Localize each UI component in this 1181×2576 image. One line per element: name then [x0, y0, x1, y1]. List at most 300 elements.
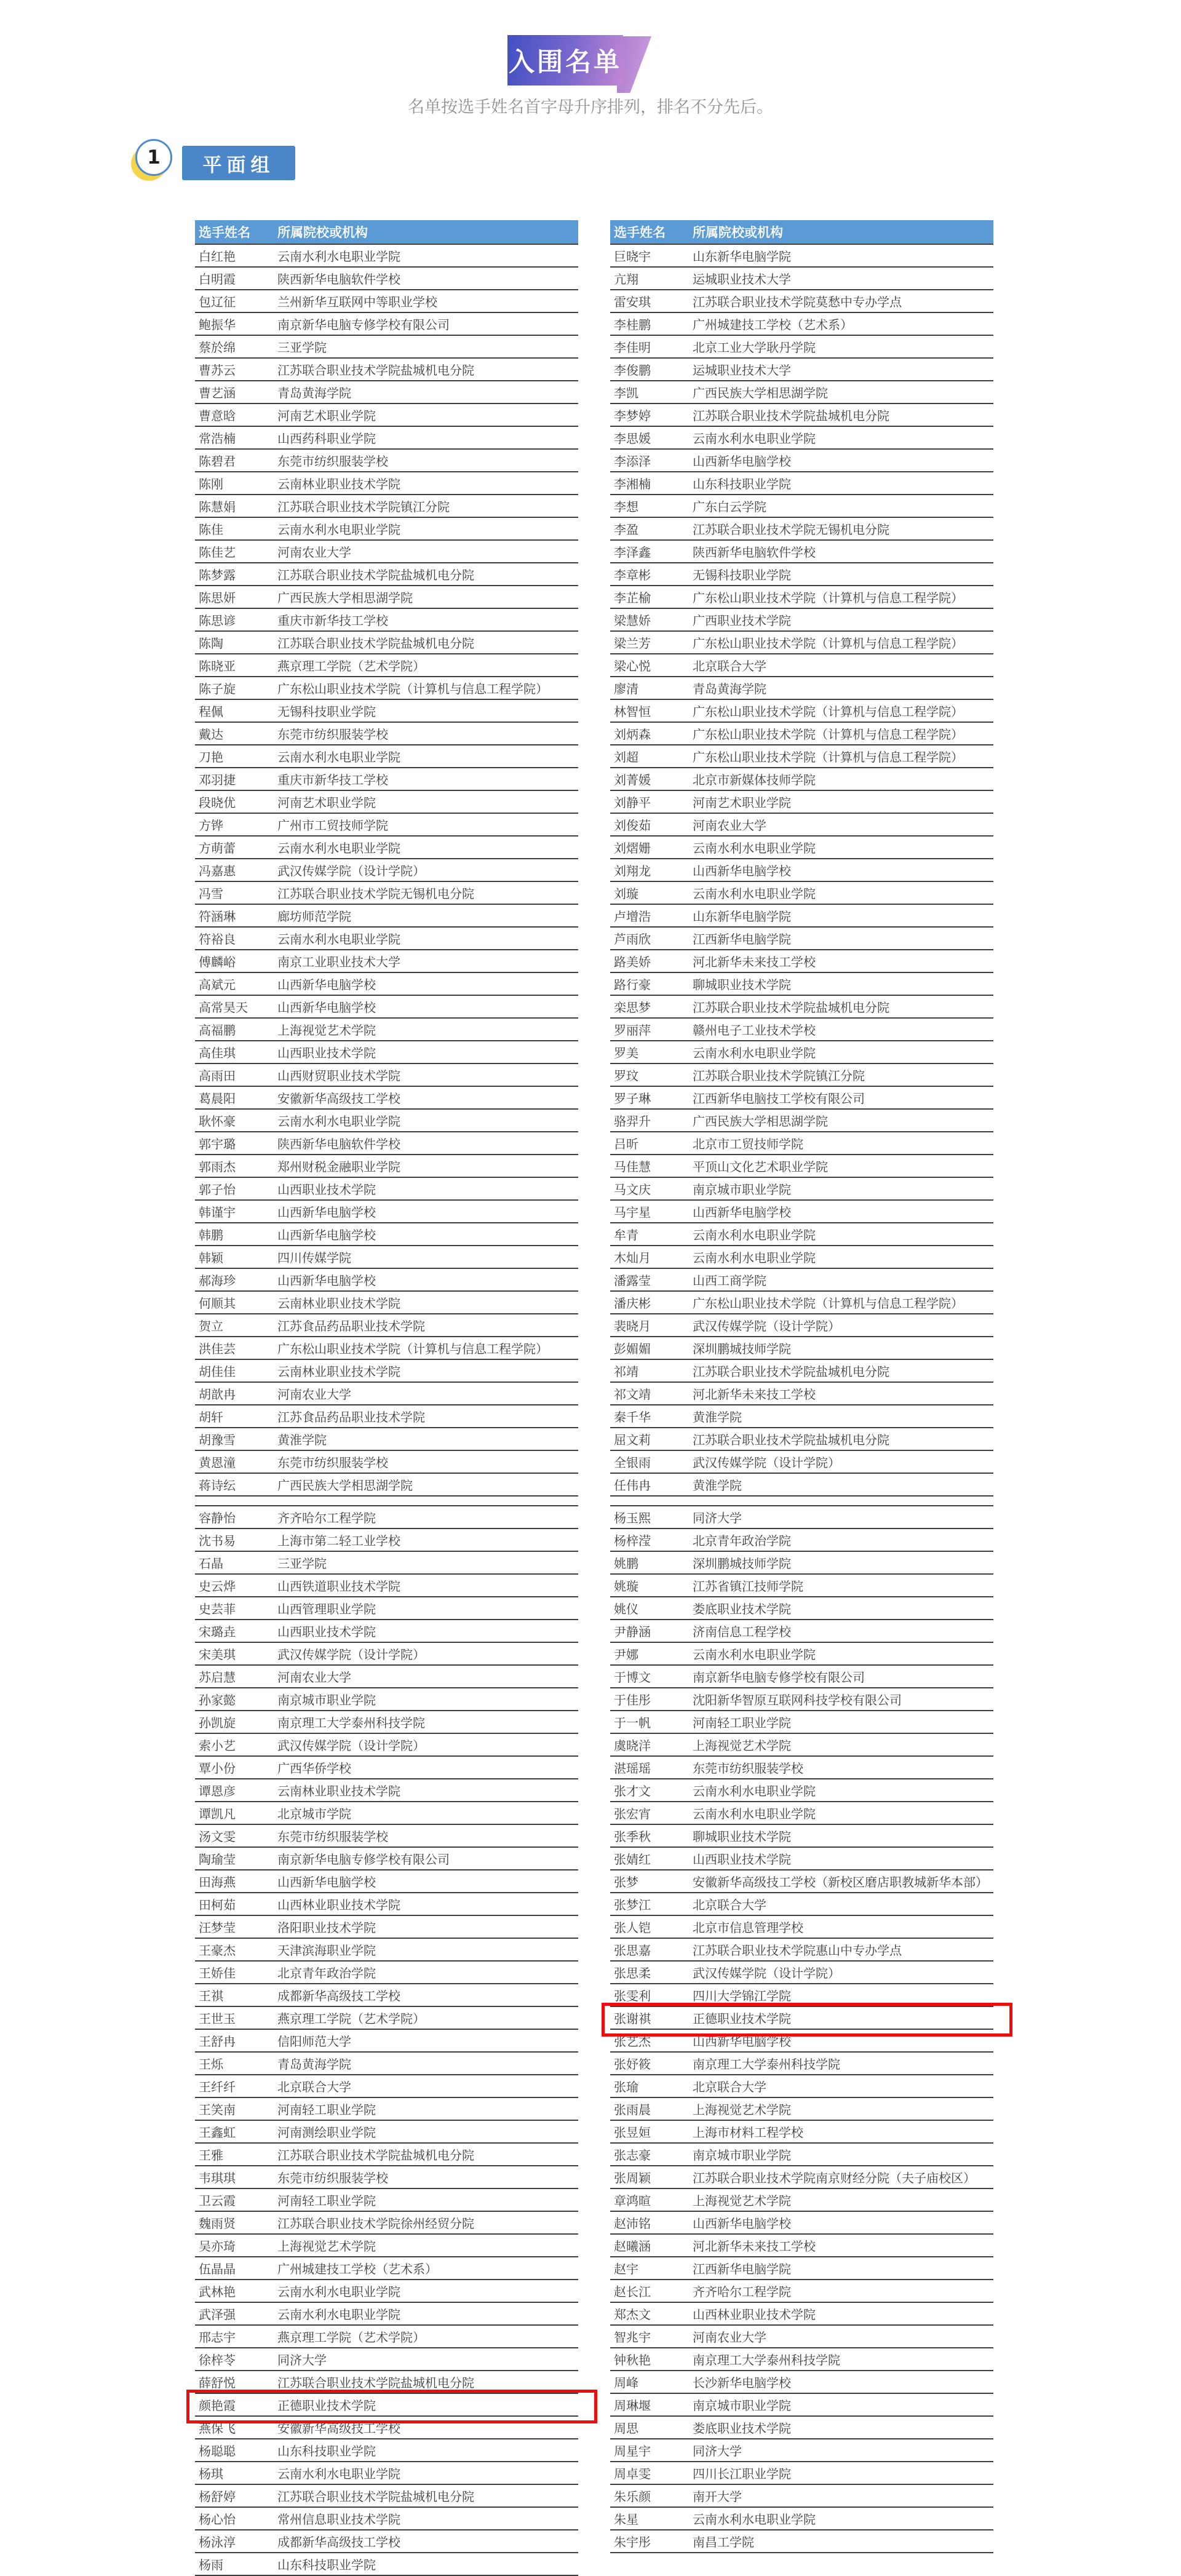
table-row [195, 426, 578, 449]
contestant-name-cell: 骆羿升 [610, 1109, 689, 1132]
institution-cell: 云南水利水电职业学院 [689, 1642, 993, 1665]
contestant-name-cell: 姚璇 [610, 1574, 689, 1597]
institution-cell: 云南水利水电职业学院 [689, 1779, 993, 1802]
contestant-name-cell: 宋美琪 [195, 1642, 274, 1665]
institution-cell: 南京新华电脑专修学校有限公司 [274, 312, 578, 335]
table-row [195, 2416, 578, 2439]
contestant-name-cell: 裴晓月 [610, 1314, 689, 1337]
institution-cell: 北京联合大学 [274, 2075, 578, 2097]
contestant-name-cell: 孙家懿 [195, 1688, 274, 1711]
institution-cell: 山东科技职业学院 [274, 2553, 578, 2575]
institution-cell: 河南轻工职业学院 [689, 1711, 993, 1733]
contestant-name-cell: 卫云霞 [195, 2188, 274, 2211]
contestant-name-cell: 赵沛铭 [610, 2211, 689, 2234]
table-row [610, 495, 993, 517]
contestant-name-cell: 巨晓宇 [610, 244, 689, 267]
contestant-name-cell: 朱乐颜 [610, 2484, 689, 2507]
table-row [195, 2052, 578, 2075]
column-header-institution: 所属院校或机构 [274, 220, 578, 244]
table-row [195, 2484, 578, 2507]
institution-cell: 山西新华电脑学校 [274, 1200, 578, 1223]
contestant-name-cell: 张谢祺 [610, 2006, 689, 2029]
institution-cell: 南京城市职业学院 [689, 2393, 993, 2416]
contestant-name-cell: 祁文靖 [610, 1382, 689, 1405]
table-row [195, 1132, 578, 1155]
table-row [610, 2166, 993, 2188]
contestant-name-cell: 曹艺涵 [195, 381, 274, 403]
table-row [195, 631, 578, 654]
institution-cell: 安徽新华高级技工学校（新校区磨店职教城新华本部） [689, 1870, 993, 1893]
institution-cell: 成都新华高级技工学校 [274, 2530, 578, 2553]
table-row [195, 1109, 578, 1132]
institution-cell: 信阳师范大学 [274, 2029, 578, 2052]
contestant-name-cell: 汪梦莹 [195, 1915, 274, 1938]
contestant-name-cell: 张梦 [610, 1870, 689, 1893]
institution-cell: 南京新华电脑专修学校有限公司 [689, 1665, 993, 1688]
institution-cell: 山西林业职业技术学院 [274, 1893, 578, 1915]
contestant-name-cell: 姚仪 [610, 1597, 689, 1620]
contestant-name-cell: 韩颖 [195, 1246, 274, 1268]
contestant-name-cell: 谭凯凡 [195, 1802, 274, 1824]
institution-cell: 江苏联合职业技术学院盐城机电分院 [274, 563, 578, 586]
table-row [195, 813, 578, 836]
institution-cell: 云南水利水电职业学院 [689, 1223, 993, 1246]
contestant-name-cell: 贺立 [195, 1314, 274, 1337]
table-row [610, 1382, 993, 1405]
table-row [610, 745, 993, 768]
institution-cell: 河北新华未来技工学校 [689, 2234, 993, 2257]
contestant-name-cell: 郭子怡 [195, 1177, 274, 1200]
institution-cell: 上海视觉艺术学院 [274, 2234, 578, 2257]
contestant-name-cell: 张思柔 [610, 1961, 689, 1984]
contestant-name-cell: 彭媚媚 [610, 1337, 689, 1359]
institution-cell: 云南水利水电职业学院 [689, 836, 993, 859]
table-row [195, 2393, 578, 2416]
contestant-name-cell: 陈子旋 [195, 677, 274, 699]
institution-cell: 北京联合大学 [689, 2075, 993, 2097]
institution-cell: 无锡科技职业学院 [689, 563, 993, 586]
institution-cell: 河南农业大学 [274, 1382, 578, 1405]
contestant-name-cell: 李泽鑫 [610, 540, 689, 563]
institution-cell: 黄淮学院 [689, 1473, 993, 1496]
contestant-name-cell: 王鑫虹 [195, 2120, 274, 2143]
institution-cell: 陕西新华电脑软件学校 [274, 267, 578, 290]
institution-cell: 云南水利水电职业学院 [689, 426, 993, 449]
institution-cell: 武汉传媒学院（设计学院） [689, 1314, 993, 1337]
contestant-name-cell: 陈碧君 [195, 449, 274, 472]
institution-cell: 北京联合大学 [689, 1893, 993, 1915]
contestant-name-cell: 胡轩 [195, 1405, 274, 1428]
institution-cell: 江苏联合职业技术学院惠山中专办学点 [689, 1938, 993, 1961]
institution-cell: 安徽新华高级技工学校 [274, 1086, 578, 1109]
table-row [610, 2416, 993, 2439]
institution-cell: 云南水利水电职业学院 [274, 927, 578, 950]
institution-cell: 南京城市职业学院 [274, 1688, 578, 1711]
contestant-name-cell: 覃小份 [195, 1756, 274, 1779]
contestant-name-cell: 戴达 [195, 722, 274, 745]
table-row [610, 2439, 993, 2462]
table-row [195, 586, 578, 608]
institution-cell: 云南水利水电职业学院 [274, 1109, 578, 1132]
institution-cell: 南开大学 [689, 2484, 993, 2507]
contestant-name-cell: 黄恩潼 [195, 1450, 274, 1473]
table-row [610, 2211, 993, 2234]
institution-cell: 运城职业技术大学 [689, 358, 993, 381]
contestant-name-cell: 史芸菲 [195, 1597, 274, 1620]
table-row [195, 1223, 578, 1246]
sort-note-subtitle: 名单按选手姓名首字母升序排列，排名不分先后。 [408, 98, 773, 117]
contestant-name-cell: 张宏宵 [610, 1802, 689, 1824]
institution-cell: 黄淮学院 [274, 1428, 578, 1450]
institution-cell: 青岛黄海学院 [689, 677, 993, 699]
banner-title: 入围名单 [507, 35, 623, 85]
contestant-name-cell: 虞晓洋 [610, 1733, 689, 1756]
table-row [195, 881, 578, 904]
table-row [610, 608, 993, 631]
contestant-name-cell: 张才文 [610, 1779, 689, 1802]
table-row [195, 2211, 578, 2234]
contestant-name-cell: 周卓雯 [610, 2462, 689, 2484]
institution-cell: 东莞市纺织服装学校 [274, 449, 578, 472]
institution-cell: 山东新华电脑学院 [689, 244, 993, 267]
table-row [195, 335, 578, 358]
table-row [195, 1961, 578, 1984]
contestant-name-cell: 李佳明 [610, 335, 689, 358]
contestant-name-cell: 钟秋艳 [610, 2348, 689, 2371]
table-row [610, 1314, 993, 1337]
table-row [610, 1756, 993, 1779]
table-row [195, 244, 578, 267]
institution-cell: 东莞市纺织服装学校 [274, 722, 578, 745]
institution-cell: 云南林业职业技术学院 [274, 1291, 578, 1314]
table-row [195, 563, 578, 586]
institution-cell: 娄底职业技术学院 [689, 1597, 993, 1620]
table-row [610, 722, 993, 745]
contestant-name-cell: 田海燕 [195, 1870, 274, 1893]
institution-cell: 燕京理工学院（艺术学院） [274, 2325, 578, 2348]
table-row [610, 836, 993, 859]
table-row [610, 1733, 993, 1756]
contestant-name-cell: 蔡於绵 [195, 335, 274, 358]
column-header-contestant-name: 选手姓名 [195, 220, 274, 244]
contestant-name-cell: 刘熠姗 [610, 836, 689, 859]
table-row [610, 1155, 993, 1177]
contestant-name-cell: 郭宇璐 [195, 1132, 274, 1155]
table-row [195, 1688, 578, 1711]
contestant-name-cell: 赵宇 [610, 2257, 689, 2280]
table-row [610, 768, 993, 790]
institution-cell: 江苏联合职业技术学院无锡机电分院 [274, 881, 578, 904]
institution-cell: 山东新华电脑学院 [689, 904, 993, 927]
institution-cell: 山东科技职业学院 [274, 2439, 578, 2462]
institution-cell: 武汉传媒学院（设计学院） [689, 1961, 993, 1984]
contestant-name-cell: 陈思谚 [195, 608, 274, 631]
contestant-name-cell: 韦琪琪 [195, 2166, 274, 2188]
table-row [610, 335, 993, 358]
institution-cell: 山西新华电脑学校 [274, 972, 578, 995]
contestant-name-cell: 杨梓滢 [610, 1529, 689, 1551]
contestant-name-cell: 颜艳霞 [195, 2393, 274, 2416]
contestant-name-cell: 全银雨 [610, 1450, 689, 1473]
institution-cell: 北京工业大学耿丹学院 [689, 335, 993, 358]
contestant-name-cell: 刘菁媛 [610, 768, 689, 790]
table-row [610, 2371, 993, 2393]
institution-cell: 天津滨海职业学院 [274, 1938, 578, 1961]
contestant-name-cell: 雷安琪 [610, 290, 689, 312]
table-row [195, 1574, 578, 1597]
table-row [195, 1779, 578, 1802]
contestant-name-cell: 马宇星 [610, 1200, 689, 1223]
table-row [195, 2348, 578, 2371]
contestant-name-cell: 梁心悦 [610, 654, 689, 677]
table-row [195, 312, 578, 335]
table-row [195, 2280, 578, 2302]
contestant-name-cell: 郭雨杰 [195, 1155, 274, 1177]
contestant-name-cell: 吴亦琦 [195, 2234, 274, 2257]
contestant-name-cell: 李添泽 [610, 449, 689, 472]
contestant-name-cell [610, 1496, 689, 1506]
contestant-name-cell: 赵长江 [610, 2280, 689, 2302]
contestant-name-cell: 章鸿暄 [610, 2188, 689, 2211]
institution-cell: 广东松山职业技术学院（计算机与信息工程学院） [689, 1291, 993, 1314]
contestant-name-cell: 秦千华 [610, 1405, 689, 1428]
institution-cell: 江苏食品药品职业技术学院 [274, 1314, 578, 1337]
contestant-name-cell: 李思媛 [610, 426, 689, 449]
contestant-name-cell: 武林艳 [195, 2280, 274, 2302]
institution-cell: 聊城职业技术学院 [689, 1824, 993, 1847]
institution-cell: 江苏联合职业技术学院莫愁中专办学点 [689, 290, 993, 312]
contestant-name-cell: 周思 [610, 2416, 689, 2439]
institution-cell: 上海视觉艺术学院 [689, 2188, 993, 2211]
institution-cell: 云南水利水电职业学院 [689, 1041, 993, 1063]
institution-cell: 深圳鹏城技师学院 [689, 1337, 993, 1359]
contestant-name-cell: 常浩楠 [195, 426, 274, 449]
contestant-name-cell: 亢翔 [610, 267, 689, 290]
table-row [610, 1688, 993, 1711]
table-row [195, 1041, 578, 1063]
contestant-name-cell: 王豪杰 [195, 1938, 274, 1961]
contestant-name-cell: 陈佳艺 [195, 540, 274, 563]
table-row [610, 358, 993, 381]
contestant-name-cell: 屈文莉 [610, 1428, 689, 1450]
table-row [610, 2507, 993, 2530]
table-row [195, 1473, 578, 1496]
contestant-name-cell: 于一帆 [610, 1711, 689, 1733]
table-row [195, 2371, 578, 2393]
table-row [195, 768, 578, 790]
table-row [610, 677, 993, 699]
table-row [610, 699, 993, 722]
table-row [195, 2120, 578, 2143]
table-row [610, 517, 993, 540]
table-row [195, 2462, 578, 2484]
table-row [610, 995, 993, 1018]
contestant-name-cell: 李俊鹏 [610, 358, 689, 381]
institution-cell: 江苏联合职业技术学院盐城机电分院 [689, 1428, 993, 1450]
group-label-graphic-group: 平面组 [182, 146, 295, 180]
left-roster-table [195, 220, 578, 2576]
institution-cell: 江苏联合职业技术学院盐城机电分院 [274, 358, 578, 381]
contestant-name-cell: 白红艳 [195, 244, 274, 267]
contestant-name-cell: 韩谨宇 [195, 1200, 274, 1223]
institution-cell: 山西新华电脑学校 [689, 449, 993, 472]
table-row [195, 1314, 578, 1337]
contestant-name-cell: 李章彬 [610, 563, 689, 586]
table-row [610, 2484, 993, 2507]
contestant-name-cell: 于佳彤 [610, 1688, 689, 1711]
contestant-name-cell: 罗子琳 [610, 1086, 689, 1109]
contestant-name-cell: 周峰 [610, 2371, 689, 2393]
contestant-name-cell: 罗丽萍 [610, 1018, 689, 1041]
contestant-name-cell: 陈陶 [195, 631, 274, 654]
institution-cell: 云南林业职业技术学院 [274, 1779, 578, 1802]
contestant-name-cell: 邓羽捷 [195, 768, 274, 790]
institution-cell: 河南农业大学 [689, 2325, 993, 2348]
contestant-name-cell: 段晓优 [195, 790, 274, 813]
institution-cell: 江苏联合职业技术学院盐城机电分院 [689, 995, 993, 1018]
institution-cell: 北京市工贸技师学院 [689, 1132, 993, 1155]
contestant-name-cell: 姚鹏 [610, 1551, 689, 1574]
contestant-name-cell: 鲍振华 [195, 312, 274, 335]
table-row [195, 1802, 578, 1824]
table-row [195, 1063, 578, 1086]
contestant-name-cell: 李湘楠 [610, 472, 689, 495]
table-row [610, 1824, 993, 1847]
table-row [610, 1041, 993, 1063]
right-table-header-row [610, 220, 993, 244]
institution-cell: 江苏联合职业技术学院盐城机电分院 [274, 631, 578, 654]
table-row [195, 449, 578, 472]
institution-cell: 黄淮学院 [689, 1405, 993, 1428]
table-row [610, 1450, 993, 1473]
institution-cell: 北京青年政治学院 [689, 1529, 993, 1551]
contestant-name-cell: 刘俊茹 [610, 813, 689, 836]
contestant-name-cell: 杨舒婷 [195, 2484, 274, 2507]
institution-cell: 武汉传媒学院（设计学院） [274, 1733, 578, 1756]
institution-cell: 上海市材料工程学校 [689, 2120, 993, 2143]
contestant-name-cell: 张思嘉 [610, 1938, 689, 1961]
table-row [195, 1086, 578, 1109]
institution-cell: 河南艺术职业学院 [689, 790, 993, 813]
table-row [195, 1915, 578, 1938]
institution-cell: 东莞市纺织服装学校 [274, 1450, 578, 1473]
table-row [195, 1711, 578, 1733]
institution-cell: 广东松山职业技术学院（计算机与信息工程学院） [689, 699, 993, 722]
group-number-badge: 1 [135, 139, 172, 176]
institution-cell [274, 1496, 578, 1506]
contestant-name-cell: 陶瑜莹 [195, 1847, 274, 1870]
table-row [195, 403, 578, 426]
table-row [195, 1246, 578, 1268]
table-row [195, 1756, 578, 1779]
institution-cell: 重庆市新华技工学校 [274, 768, 578, 790]
contestant-name-cell: 胡佳佳 [195, 1359, 274, 1382]
table-row [195, 1200, 578, 1223]
contestant-name-cell: 石晶 [195, 1551, 274, 1574]
contestant-name-cell: 潘庆彬 [610, 1291, 689, 1314]
contestant-name-cell: 王世玉 [195, 2006, 274, 2029]
institution-cell: 上海视觉艺术学院 [689, 1733, 993, 1756]
table-row [610, 2234, 993, 2257]
table-row [195, 790, 578, 813]
table-row [195, 745, 578, 768]
table-row [195, 1984, 578, 2006]
contestant-name-cell: 尹静涵 [610, 1620, 689, 1642]
table-row [610, 1961, 993, 1984]
institution-cell: 南京理工大学泰州科技学院 [274, 1711, 578, 1733]
institution-cell: 江苏联合职业技术学院盐城机电分院 [274, 2371, 578, 2393]
contestant-name-cell: 杨心怡 [195, 2507, 274, 2530]
institution-cell: 山西职业技术学院 [274, 1177, 578, 1200]
contestant-name-cell: 路美娇 [610, 950, 689, 972]
contestant-name-cell: 王娇佳 [195, 1961, 274, 1984]
table-row [195, 950, 578, 972]
institution-cell: 云南水利水电职业学院 [274, 2302, 578, 2325]
institution-cell: 江苏省镇江技师学院 [689, 1574, 993, 1597]
table-row [195, 677, 578, 699]
institution-cell: 山西新华电脑学校 [274, 1223, 578, 1246]
contestant-name-cell: 胡歆冉 [195, 1382, 274, 1405]
table-row [610, 2006, 993, 2029]
institution-cell: 南京城市职业学院 [689, 1177, 993, 1200]
contestant-name-cell: 芦雨欣 [610, 927, 689, 950]
contestant-name-cell: 李想 [610, 495, 689, 517]
institution-cell: 兰州新华互联网中等职业学校 [274, 290, 578, 312]
contestant-name-cell [195, 1496, 274, 1506]
institution-cell: 上海市第二轻工业学校 [274, 1529, 578, 1551]
contestant-name-cell: 陈晓亚 [195, 654, 274, 677]
institution-cell: 江苏联合职业技术学院盐城机电分院 [689, 403, 993, 426]
table-row [195, 2097, 578, 2120]
table-row [610, 2029, 993, 2052]
table-row [610, 1665, 993, 1688]
institution-cell: 江苏联合职业技术学院镇江分院 [274, 495, 578, 517]
column-header-contestant-name: 选手姓名 [610, 220, 689, 244]
table-row [610, 927, 993, 950]
table-row [610, 813, 993, 836]
institution-cell: 北京市新媒体技师学院 [689, 768, 993, 790]
institution-cell: 山西职业技术学院 [274, 1620, 578, 1642]
contestant-name-cell: 尹娜 [610, 1642, 689, 1665]
table-row [610, 1529, 993, 1551]
institution-cell: 同济大学 [689, 1506, 993, 1529]
table-row [195, 1018, 578, 1041]
institution-cell: 江苏联合职业技术学院盐城机电分院 [274, 2484, 578, 2507]
table-row [610, 290, 993, 312]
table-row [195, 1642, 578, 1665]
institution-cell: 山西铁道职业技术学院 [274, 1574, 578, 1597]
contestant-name-cell: 李桂鹏 [610, 312, 689, 335]
contestant-name-cell: 谭恩彦 [195, 1779, 274, 1802]
contestant-name-cell: 陈慧娟 [195, 495, 274, 517]
institution-cell: 山西新华电脑学校 [274, 995, 578, 1018]
contestant-name-cell: 李凯 [610, 381, 689, 403]
institution-cell: 齐齐哈尔工程学院 [274, 1506, 578, 1529]
contestant-name-cell: 方萌蕾 [195, 836, 274, 859]
table-row [610, 2530, 993, 2553]
institution-cell: 广东松山职业技术学院（计算机与信息工程学院） [689, 586, 993, 608]
table-row [195, 1155, 578, 1177]
contestant-name-cell: 高斌元 [195, 972, 274, 995]
table-row [610, 950, 993, 972]
institution-cell: 江西新华电脑技工学校有限公司 [689, 1086, 993, 1109]
contestant-name-cell: 张妤筱 [610, 2052, 689, 2075]
institution-cell: 广西民族大学相思湖学院 [689, 1109, 993, 1132]
contestant-name-cell: 刘超 [610, 745, 689, 768]
contestant-name-cell: 杨泳淳 [195, 2530, 274, 2553]
table-row [610, 1915, 993, 1938]
institution-cell: 广西华侨学校 [274, 1756, 578, 1779]
